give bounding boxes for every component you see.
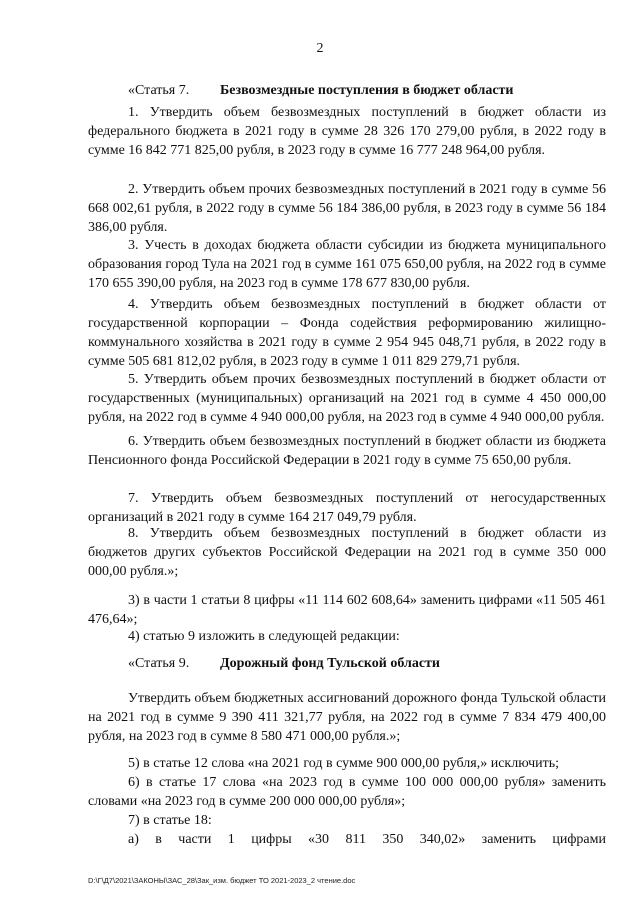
article-7-item-8: 8. Утвердить объем безвозмездных поступлений в бюджет области из бюджетов других субъектов Российской Федерации на 2021 год в сумме 350 000 000,00 рубля.»; bbox=[88, 526, 606, 579]
article-9-text: Утвердить объем бюджетных ассигнований дорожного фонда Тульской области на 2021 год в сумме 9 390 411 321,77 рубля, на 2022 год в сумме 7 834 479 400,00 рубля, на 2023 год в сумме 8 580 471 000,00 рубля.»; bbox=[88, 691, 606, 744]
article-7-heading bbox=[128, 83, 513, 99]
article-7-item-7: 7. Утвердить объем безвозмездных поступлений от негосударственных организаций в 2021 году в сумме 164 217 049,79 рубля. bbox=[88, 491, 606, 525]
article-7-item-3: 3. Учесть в доходах бюджета области субсидии из бюджета муниципального образования город Тула на 2021 год в сумме 161 075 650,00 рубля, на 2022 год в сумме 170 655 390,00 рубля, на 2023 год в сумме 178 677 830,00 рубля. bbox=[88, 238, 606, 291]
article-9-heading bbox=[128, 656, 440, 672]
amendment-5: 5) в статье 12 слова «на 2021 год в сумме 900 000,00 рубля,» исключить; bbox=[128, 756, 560, 771]
article-7-item-6: 6. Утвердить объем безвозмездных поступлений в бюджет области из бюджета Пенсионного фонда Российской Федерации в 2021 году в сумме 75 650,00 рубля. bbox=[88, 434, 606, 468]
article-7-item-1: 1. Утвердить объем безвозмездных поступлений в бюджет области из федерального бюджета в 2021 году в сумме 28 326 170 279,00 рубля, в 2022 году в сумме 16 842 771 825,00 рубля, в 2023 году в сумме 16 777 248 964,00 рубля. bbox=[88, 105, 606, 158]
file-path-footer: D:\Г\Д7\2021\ЗАКОНЫ\ЗАС_28\Зак_изм. бюджет ТО 2021-2023_2 чтение.doc bbox=[88, 876, 356, 885]
amendment-7a: а) в части 1 цифры «30 811 350 340,02» заменить цифрами bbox=[128, 832, 606, 847]
amendment-4: 4) статью 9 изложить в следующей редакции: bbox=[128, 629, 400, 644]
amendment-6: 6) в статье 17 слова «на 2023 год в сумме 100 000 000,00 рубля» заменить словами «на 2023 год в сумме 200 000 000,00 рубля»; bbox=[88, 775, 606, 809]
page-number: 2 bbox=[316, 41, 324, 56]
article-7-item-5: 5. Утвердить объем прочих безвозмездных поступлений в бюджет области от государственных (муниципальных) организаций на 2021 год в сумме 4 450 000,00 рубля, на 2022 год в сумме 4 940 000,00 рубля, на 2023 год в сумме 4 940 000,00 рубля. bbox=[88, 372, 606, 425]
article-7-number: «Статья 7. bbox=[128, 83, 190, 98]
amendment-3: 3) в части 1 статьи 8 цифры «11 114 602 608,64» заменить цифрами «11 505 461 476,64»; bbox=[88, 593, 606, 627]
article-7-title: Безвозмездные поступления в бюджет области bbox=[220, 83, 514, 98]
amendment-7: 7) в статье 18: bbox=[128, 813, 212, 828]
article-7-item-2: 2. Утвердить объем прочих безвозмездных поступлений в 2021 году в сумме 56 668 002,61 рубля, в 2022 году в сумме 56 184 386,00 рубля, в 2023 году в сумме 56 184 386,00 рубля. bbox=[88, 182, 606, 235]
article-7-item-4: 4. Утвердить объем безвозмездных поступлений в бюджет области от государственной корпорации – Фонда содействия реформированию жилищно-коммунального хозяйства в 2021 году в сумме 2 954 945 048,71 рубля, в 2022 году в сумме 505 681 812,02 рубля, в 2023 году в сумме 1 011 829 279,71 рубля. bbox=[88, 297, 606, 369]
article-9-title: Дорожный фонд Тульской области bbox=[220, 656, 440, 671]
article-9-number: «Статья 9. bbox=[128, 656, 190, 671]
